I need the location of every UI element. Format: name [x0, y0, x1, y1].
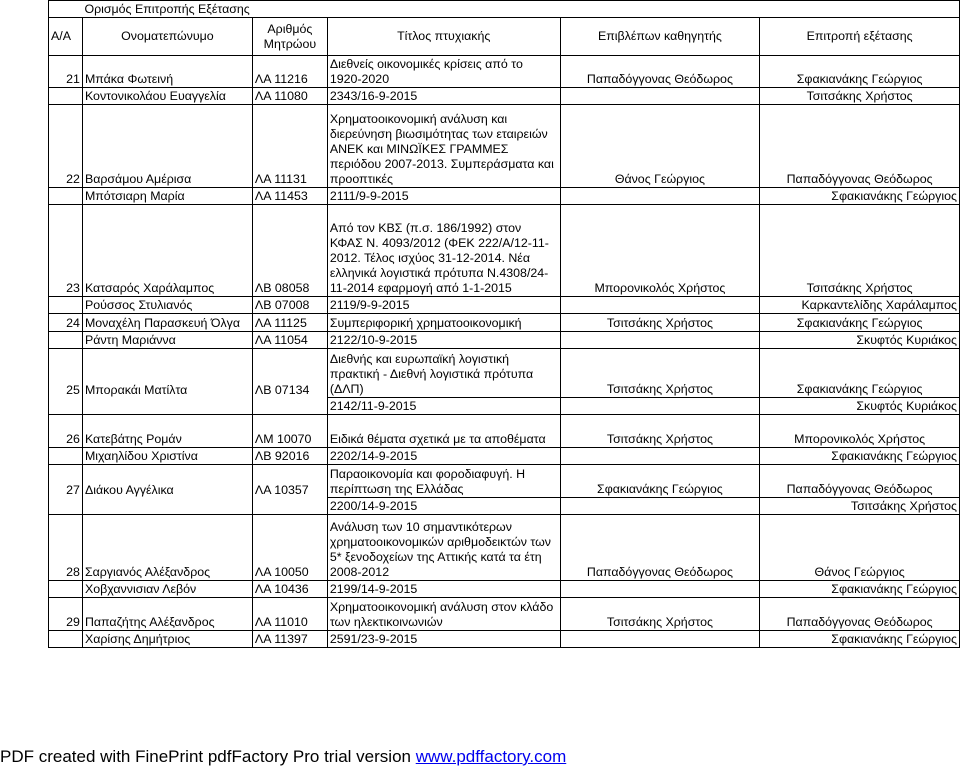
cell-reg: ΛΒ 08058	[252, 205, 327, 297]
cell-committee: Μπορονικολός Χρήστος	[760, 415, 960, 448]
cell-supervisor: Τσιτσάκης Χρήστος	[560, 349, 760, 398]
cell-supervisor	[560, 581, 760, 598]
cell-supervisor: Θάνος Γεώργιος	[560, 105, 760, 188]
cell-reg: ΛΒ 07134	[252, 349, 327, 398]
cell-committee: Σφακιανάκης Γεώργιος	[760, 581, 960, 598]
cell-aa: 24	[49, 314, 83, 332]
cell-name: Βαρσάμου Αμέρισα	[82, 105, 252, 188]
cell-committee: Παπαδόγγονας Θεόδωρος	[760, 105, 960, 188]
cell-aa	[49, 448, 83, 465]
cell-reg: ΛΒ 07008	[252, 297, 327, 314]
cell-name: Διάκου Αγγέλικα	[82, 465, 252, 498]
header-supervisor: Επιβλέπων καθηγητής	[560, 18, 760, 56]
cell-reg: ΛΜ 10070	[252, 415, 327, 448]
cell-committee: Σφακιανάκης Γεώργιος	[760, 56, 960, 88]
cell-aa: 21	[49, 56, 83, 88]
cell-name: Μοναχέλη Παρασκευή Όλγα	[82, 314, 252, 332]
cell-committee: Τσιτσάκης Χρήστος	[760, 205, 960, 297]
cell-supervisor	[560, 498, 760, 515]
cell-supervisor: Παπαδόγγονας Θεόδωρος	[560, 56, 760, 88]
title-row	[49, 1, 960, 18]
cell-name: Μπάκα Φωτεινή	[82, 56, 252, 88]
cell-committee: Παπαδόγγονας Θεόδωρος	[760, 598, 960, 631]
cell-aa	[49, 188, 83, 205]
header-name: Ονοματεπώνυμο	[82, 18, 252, 56]
cell-supervisor	[560, 188, 760, 205]
cell-committee: Παπαδόγγονας Θεόδωρος	[760, 465, 960, 498]
table-title: Ορισμός Επιτροπής Εξέτασης	[82, 1, 252, 18]
cell-name: Μπορακάι Ματίλτα	[82, 349, 252, 398]
cell-supervisor	[560, 332, 760, 349]
footer-text: PDF created with FinePrint pdfFactory Pro trial version	[0, 747, 416, 766]
cell-committee: Σφακιανάκης Γεώργιος	[760, 314, 960, 332]
table-row	[49, 88, 960, 105]
cell-reg	[252, 498, 327, 515]
table-row	[49, 498, 960, 515]
cell-thesis: 2122/10-9-2015	[327, 332, 560, 349]
table-row	[49, 581, 960, 598]
table-row	[49, 314, 960, 332]
cell-committee: Σφακιανάκης Γεώργιος	[760, 631, 960, 648]
cell-thesis: 2202/14-9-2015	[327, 448, 560, 465]
cell-committee: Σκυφτός Κυριάκος	[760, 332, 960, 349]
cell-supervisor	[560, 88, 760, 105]
cell-aa: 28	[49, 515, 83, 581]
cell-aa: 26	[49, 415, 83, 448]
cell-thesis: Συμπεριφορική χρηματοοικονομική	[327, 314, 560, 332]
table-row	[49, 598, 960, 631]
cell-thesis: Από τον ΚΒΣ (π.σ. 186/1992) στον ΚΦΑΣ Ν. 4093/2012 (ΦΕΚ 222/Α/12-11-2012. Τέλος ισχύος 31-12-2014. Νέα ελληνικά λογιστικά πρότυπα Ν.4308/24-11-2014 εφαρμογή από 1-1-2015	[327, 205, 560, 297]
cell-reg: ΛΑ 10436	[252, 581, 327, 598]
cell-thesis: 2200/14-9-2015	[327, 498, 560, 515]
cell-supervisor	[560, 297, 760, 314]
cell-aa: 27	[49, 465, 83, 498]
cell-aa	[49, 297, 83, 314]
cell-name: Χοβχαννισιαν Λεβόν	[82, 581, 252, 598]
cell-supervisor	[560, 631, 760, 648]
cell-name: Χαρίσης Δημήτριος	[82, 631, 252, 648]
cell-supervisor	[560, 448, 760, 465]
cell-reg: ΛΑ 11216	[252, 56, 327, 88]
cell-name: Ρούσσος Στυλιανός	[82, 297, 252, 314]
table-row	[49, 415, 960, 448]
cell-aa: 22	[49, 105, 83, 188]
cell-committee: Σφακιανάκης Γεώργιος	[760, 349, 960, 398]
pdf-factory-footer	[0, 747, 566, 767]
cell-supervisor: Τσιτσάκης Χρήστος	[560, 415, 760, 448]
cell-reg: ΛΑ 11453	[252, 188, 327, 205]
cell-aa: 23	[49, 205, 83, 297]
cell-committee: Τσιτσάκης Χρήστος	[760, 88, 960, 105]
cell-committee: Καρκαντελίδης Χαράλαμπος	[760, 297, 960, 314]
cell-aa	[49, 88, 83, 105]
cell-reg	[252, 398, 327, 415]
cell-name: Κατσαρός Χαράλαμπος	[82, 205, 252, 297]
cell-name	[82, 398, 252, 415]
cell-reg: ΛΑ 11131	[252, 105, 327, 188]
cell-thesis: Χρηματοοικονομική ανάλυση και διερεύνηση βιωσιμότητας των εταιρειών ΑΝΕΚ και ΜΙΝΩΪΚΕΣ ΓΡΑΜΜΕΣ περιόδου 2007-2013. Συμπεράσματα και προοπτικές	[327, 105, 560, 188]
cell-committee: Τσιτσάκης Χρήστος	[760, 498, 960, 515]
table-row	[49, 631, 960, 648]
cell-name: Κατεβάτης Ρομάν	[82, 415, 252, 448]
cell-committee: Σφακιανάκης Γεώργιος	[760, 448, 960, 465]
cell-reg: ΛΑ 11080	[252, 88, 327, 105]
table-row	[49, 515, 960, 581]
table-row	[49, 105, 960, 188]
cell-thesis: Ανάλυση των 10 σημαντικότερων χρηματοοικονομικών αριθμοδεικτών των 5* ξενοδοχείων της Αττικής κατά τα έτη 2008-2012	[327, 515, 560, 581]
cell-reg: ΛΑ 10050	[252, 515, 327, 581]
cell-supervisor: Τσιτσάκης Χρήστος	[560, 598, 760, 631]
cell-aa	[49, 498, 83, 515]
cell-supervisor	[560, 398, 760, 415]
cell-thesis: Διεθνείς οικονομικές κρίσεις από το 1920-2020	[327, 56, 560, 88]
cell-committee: Θάνος Γεώργιος	[760, 515, 960, 581]
cell-committee: Σκυφτός Κυριάκος	[760, 398, 960, 415]
committee-table	[48, 0, 960, 648]
table-row	[49, 332, 960, 349]
cell-thesis: 2142/11-9-2015	[327, 398, 560, 415]
table-row	[49, 465, 960, 498]
cell-thesis: Διεθνής και ευρωπαϊκή λογιστική πρακτική - Διεθνή λογιστικά πρότυπα (ΔΛΠ)	[327, 349, 560, 398]
cell-aa	[49, 398, 83, 415]
cell-supervisor: Σφακιανάκης Γεώργιος	[560, 465, 760, 498]
cell-aa	[49, 581, 83, 598]
cell-name: Ράντη Μαριάννα	[82, 332, 252, 349]
table-row	[49, 297, 960, 314]
cell-reg: ΛΑ 11054	[252, 332, 327, 349]
table-row	[49, 398, 960, 415]
table-row	[49, 188, 960, 205]
header-row	[49, 18, 960, 56]
cell-name	[82, 498, 252, 515]
cell-reg: ΛΑ 11125	[252, 314, 327, 332]
table-row	[49, 56, 960, 88]
cell-thesis: 2199/14-9-2015	[327, 581, 560, 598]
cell-supervisor: Μπορονικολός Χρήστος	[560, 205, 760, 297]
header-thesis: Τίτλος πτυχιακής	[327, 18, 560, 56]
cell-thesis: Χρηματοοικονομική ανάλυση στον κλάδο των ηλεκτικοινωνιών	[327, 598, 560, 631]
cell-reg: ΛΑ 11397	[252, 631, 327, 648]
cell-aa	[49, 631, 83, 648]
header-reg: Αριθμός Μητρώου	[252, 18, 327, 56]
cell-aa: 25	[49, 349, 83, 398]
cell-aa: 29	[49, 598, 83, 631]
cell-committee: Σφακιανάκης Γεώργιος	[760, 188, 960, 205]
cell-name: Κοντονικολάου Ευαγγελία	[82, 88, 252, 105]
cell-reg: ΛΑ 10357	[252, 465, 327, 498]
header-aa: Α/Α	[49, 18, 83, 56]
cell-thesis: 2343/16-9-2015	[327, 88, 560, 105]
cell-supervisor: Παπαδόγγονας Θεόδωρος	[560, 515, 760, 581]
cell-name: Παπαζήτης Αλέξανδρος	[82, 598, 252, 631]
header-committee: Επιτροπή εξέτασης	[760, 18, 960, 56]
cell-thesis: 2119/9-9-2015	[327, 297, 560, 314]
cell-name: Μπότσιαρη Μαρία	[82, 188, 252, 205]
cell-thesis: Παραοικονομία και φοροδιαφυγή. Η περίπτωση της Ελλάδας	[327, 465, 560, 498]
cell-name: Μιχαηλίδου Χριστίνα	[82, 448, 252, 465]
footer-link[interactable]: www.pdffactory.com	[415, 747, 567, 766]
table-row	[49, 349, 960, 398]
cell-supervisor: Τσιτσάκης Χρήστος	[560, 314, 760, 332]
cell-reg: ΛΒ 92016	[252, 448, 327, 465]
cell-name: Σαργιανός Αλέξανδρος	[82, 515, 252, 581]
cell-reg: ΛΑ 11010	[252, 598, 327, 631]
table-row	[49, 205, 960, 297]
cell-thesis: 2591/23-9-2015	[327, 631, 560, 648]
cell-thesis: 2111/9-9-2015	[327, 188, 560, 205]
cell-thesis: Ειδικά θέματα σχετικά με τα αποθέματα	[327, 415, 560, 448]
table-row	[49, 448, 960, 465]
cell-aa	[49, 332, 83, 349]
